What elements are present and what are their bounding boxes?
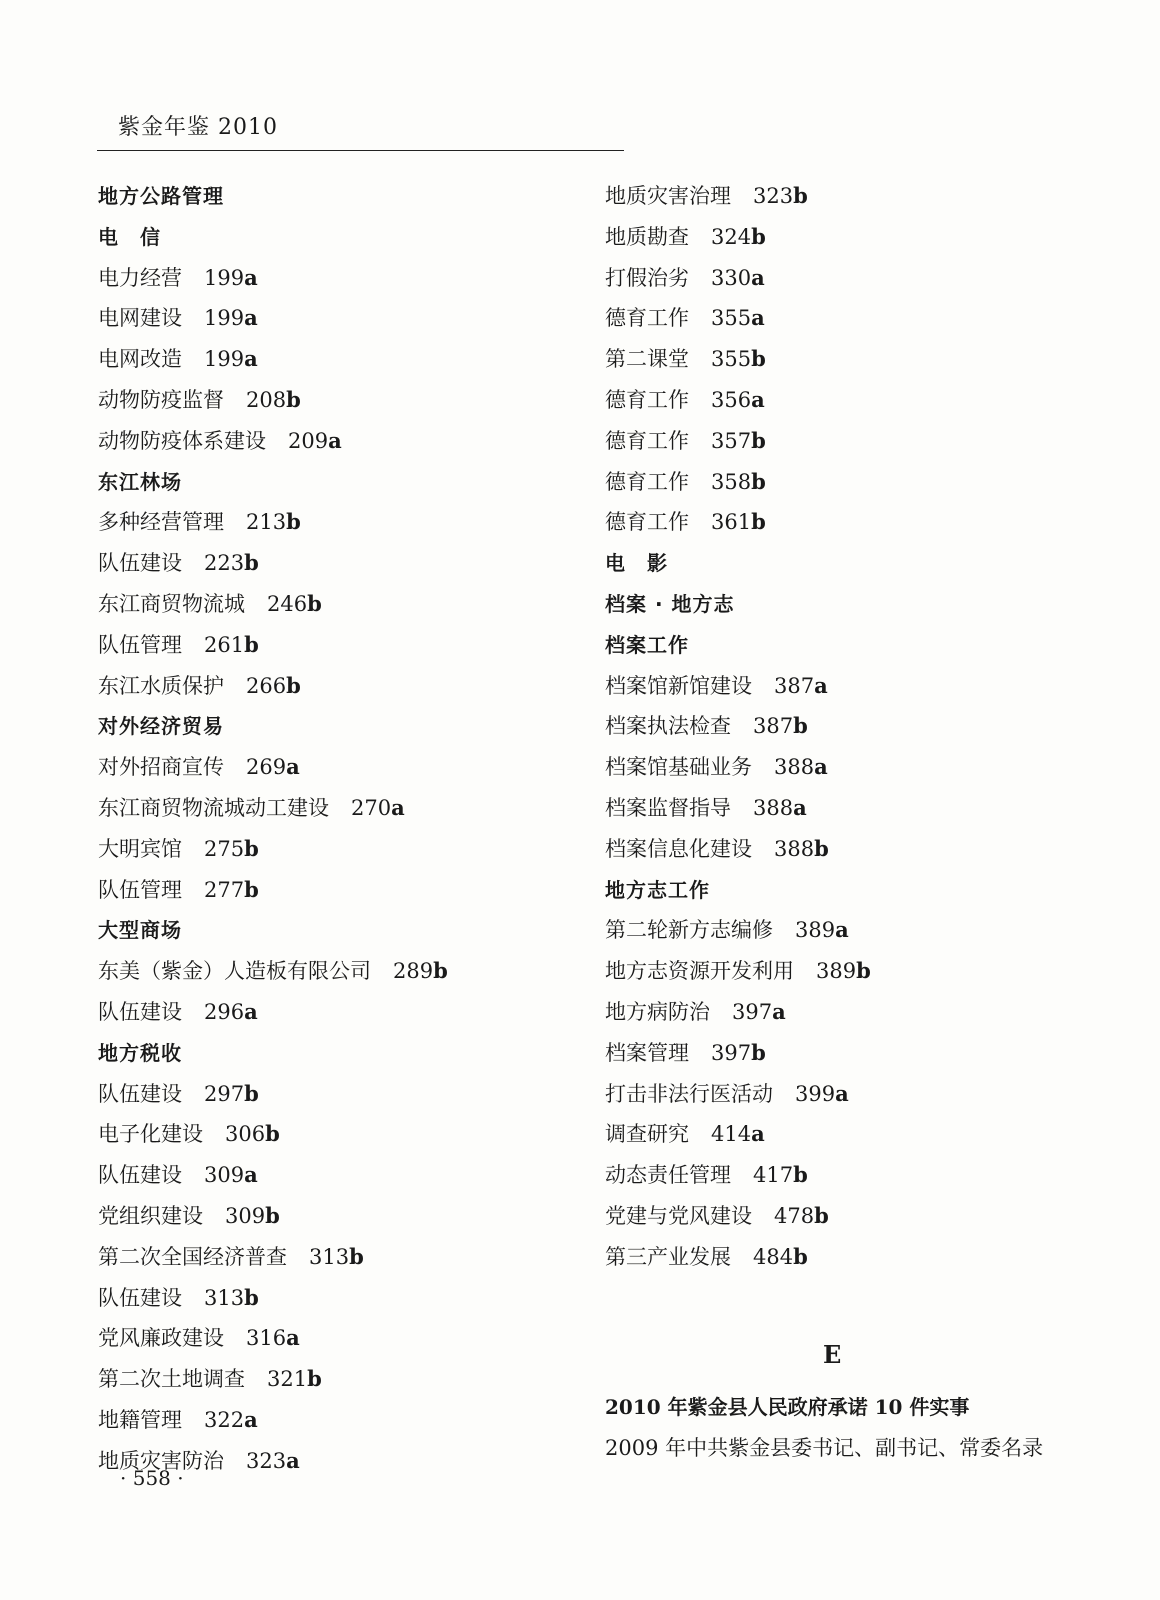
entry-text: 档案管理 (605, 1040, 689, 1065)
entry-text: 第二课堂 (605, 347, 689, 372)
entry-page-number: 213 (246, 510, 287, 535)
entry-text: 地籍管理 (98, 1407, 182, 1432)
letter-section-list (605, 1387, 1043, 1469)
index-entry (605, 992, 1105, 1033)
entry-page-ref (753, 1163, 808, 1187)
entry-page-ref (267, 1367, 322, 1391)
entry-page-ref (204, 1163, 258, 1187)
entry-text: 德育工作 (605, 306, 689, 331)
entry-page-ref (753, 714, 808, 738)
index-entry (605, 706, 1105, 747)
entry-page-number: 361 (711, 510, 752, 535)
entry-text: 第二次土地调查 (98, 1367, 245, 1392)
entry-page-ref (204, 837, 259, 861)
entry-page-ref (246, 674, 301, 698)
entry-page-ref (732, 1000, 786, 1024)
entry-text: 地方公路管理 (98, 184, 224, 208)
entry-page-number: 296 (204, 999, 245, 1024)
entry-page-number: 199 (204, 347, 245, 372)
index-entry (98, 1237, 578, 1278)
entry-page-suffix: b (244, 550, 259, 576)
entry-page-ref (204, 306, 258, 330)
index-entry (605, 421, 1105, 462)
index-entry (98, 1318, 578, 1359)
entry-text: 队伍建设 (98, 1163, 182, 1188)
entry-page-suffix: b (349, 1243, 364, 1269)
entry-page-suffix: a (751, 305, 765, 331)
index-entry (98, 1114, 578, 1155)
entry-page-ref (204, 1286, 259, 1310)
index-entry (98, 421, 578, 462)
entry-page-suffix: a (751, 1121, 765, 1147)
entry-page-ref (393, 959, 448, 983)
entry-page-suffix: b (793, 713, 808, 739)
entry-page-number: 306 (225, 1122, 266, 1147)
entry-text: 地方病防治 (605, 999, 710, 1024)
entry-text: 对外招商宣传 (98, 755, 224, 780)
entry-page-suffix: b (265, 1202, 280, 1228)
index-entry (98, 625, 578, 666)
entry-page-number: 261 (204, 632, 245, 657)
entry-page-number: 417 (753, 1163, 794, 1188)
entry-page-ref (204, 266, 258, 290)
entry-page-suffix: b (286, 672, 301, 698)
entry-page-number: 309 (204, 1163, 245, 1188)
entry-page-suffix: a (244, 998, 258, 1024)
entry-text: 档案执法检查 (605, 714, 731, 739)
entry-page-ref (774, 837, 829, 861)
entry-page-number: 478 (774, 1203, 815, 1228)
index-entry (98, 829, 578, 870)
entry-text: 队伍建设 (98, 1081, 182, 1106)
entry-text: 档案信息化建设 (605, 836, 752, 861)
entry-page-ref (774, 755, 828, 779)
index-section-heading (98, 706, 578, 747)
index-column-left (98, 176, 578, 1482)
entry-page-ref (246, 755, 300, 779)
entry-page-ref (225, 1122, 280, 1146)
entry-page-suffix: a (244, 264, 258, 290)
entry-page-ref (711, 470, 766, 494)
entry-page-number: 388 (774, 755, 815, 780)
entry-page-number: 275 (204, 836, 245, 861)
entry-text: 第三产业发展 (605, 1244, 731, 1269)
letter-heading: E (823, 1340, 842, 1369)
entry-page-number: 277 (204, 877, 245, 902)
entry-text: 电网建设 (98, 306, 182, 331)
entry-page-number: 356 (711, 387, 752, 412)
entry-text: 档案馆基础业务 (605, 755, 752, 780)
index-entry (605, 829, 1105, 870)
entry-text: 德育工作 (605, 428, 689, 453)
index-section-heading (605, 870, 1105, 911)
entry-text: 大明宾馆 (98, 836, 182, 861)
entry-page-ref (246, 1326, 300, 1350)
entry-page-number: 389 (795, 918, 836, 943)
entry-page-suffix: a (793, 794, 807, 820)
entry-text: 调查研究 (605, 1122, 689, 1147)
index-entry (98, 1074, 578, 1115)
index-entry (605, 788, 1105, 829)
index-entry (605, 339, 1105, 380)
entry-page-number: 199 (204, 306, 245, 331)
entry-page-suffix: a (772, 998, 786, 1024)
entry-text: 地方税收 (98, 1040, 182, 1065)
entry-page-suffix: a (814, 672, 828, 698)
index-entry (98, 1400, 578, 1441)
entry-page-number: 355 (711, 347, 752, 372)
entry-text: 动物防疫监督 (98, 387, 224, 412)
index-entry (98, 992, 578, 1033)
entry-text: 第二次全国经济普查 (98, 1244, 287, 1269)
entry-page-suffix: a (244, 1162, 258, 1188)
entry-page-suffix: a (286, 1447, 300, 1473)
entry-page-ref (204, 633, 259, 657)
index-section-heading (605, 543, 1105, 584)
index-entry (605, 747, 1105, 788)
entry-page-number: 313 (309, 1244, 350, 1269)
entry-text: 东美（紫金）人造板有限公司 (98, 959, 371, 984)
entry-page-number: 199 (204, 265, 245, 290)
entry-text: 地方志工作 (605, 877, 710, 902)
index-entry (605, 1114, 1105, 1155)
entry-page-number: 297 (204, 1081, 245, 1106)
entry-text: 地质灾害治理 (605, 184, 731, 208)
entry-page-ref (204, 1408, 258, 1432)
entry-page-ref (711, 1122, 765, 1146)
entry-page-number: 323 (246, 1448, 287, 1473)
entry-page-number: 388 (774, 836, 815, 861)
entry-page-suffix: b (751, 427, 766, 453)
entry-text: 党建与党风建设 (605, 1203, 752, 1228)
index-entry (98, 258, 578, 299)
entry-text: 打击非法行医活动 (605, 1081, 773, 1106)
entry-page-suffix: b (307, 590, 322, 616)
entry-page-ref (246, 388, 301, 412)
entry-page-number: 388 (753, 795, 794, 820)
entry-page-number: 209 (288, 428, 329, 453)
entry-text: 东江商贸物流城动工建设 (98, 795, 329, 820)
index-entry (605, 1033, 1105, 1074)
entry-page-ref (711, 306, 765, 330)
entry-text: 地质勘查 (605, 224, 689, 249)
entry-text: 队伍建设 (98, 551, 182, 576)
index-entry (605, 380, 1105, 421)
entry-text: 多种经营管理 (98, 510, 224, 535)
index-entry (605, 258, 1105, 299)
entry-page-ref (711, 429, 766, 453)
entry-page-suffix: a (328, 427, 342, 453)
index-entry (605, 217, 1105, 258)
index-entry (98, 502, 578, 543)
entry-page-number: 266 (246, 673, 287, 698)
entry-text: 档案 · 地方志 (605, 591, 735, 616)
entry-text: 党组织建设 (98, 1203, 203, 1228)
entry-text: 电子化建设 (98, 1122, 203, 1147)
index-entry (605, 951, 1105, 992)
entry-page-ref (204, 347, 258, 371)
entry-page-number: 414 (711, 1122, 752, 1147)
index-entry (605, 910, 1105, 951)
entry-page-suffix: a (244, 1406, 258, 1432)
entry-page-number: 223 (204, 551, 245, 576)
entry-page-number: 316 (246, 1326, 287, 1351)
index-entry (98, 788, 578, 829)
entry-text: 档案监督指导 (605, 795, 731, 820)
entry-page-number: 321 (267, 1367, 308, 1392)
entry-text: 电网改造 (98, 347, 182, 372)
entry-text: 队伍管理 (98, 877, 182, 902)
entry-text: 队伍建设 (98, 1285, 182, 1310)
index-entry: 2010 年紫金县人民政府承诺 10 件实事 (605, 1395, 970, 1419)
entry-text: 德育工作 (605, 510, 689, 535)
entry-page-suffix: b (793, 1162, 808, 1188)
index-entry (98, 339, 578, 380)
entry-page-suffix: a (751, 386, 765, 412)
entry-text: 打假治劣 (605, 265, 689, 290)
entry-page-number: 322 (204, 1407, 245, 1432)
entry-page-ref (225, 1204, 280, 1228)
index-entry (98, 543, 578, 584)
entry-page-number: 357 (711, 428, 752, 453)
entry-page-suffix: a (835, 1080, 849, 1106)
entry-text: 档案馆新馆建设 (605, 673, 752, 698)
entry-page-suffix: b (286, 386, 301, 412)
entry-page-number: 289 (393, 959, 434, 984)
entry-page-ref (795, 918, 849, 942)
entry-page-ref (774, 1204, 829, 1228)
entry-page-number: 246 (267, 591, 308, 616)
entry-text: 东江林场 (98, 469, 182, 494)
index-entry (605, 298, 1105, 339)
entry-page-ref (204, 551, 259, 575)
entry-page-number: 397 (711, 1040, 752, 1065)
entry-page-number: 269 (246, 755, 287, 780)
entry-text: 地方志资源开发利用 (605, 959, 794, 984)
entry-page-suffix: b (793, 1243, 808, 1269)
entry-page-suffix: b (244, 876, 259, 902)
index-entry (98, 1359, 578, 1400)
entry-text: 电 信 (98, 224, 161, 249)
entry-page-number: 387 (774, 673, 815, 698)
entry-page-suffix: a (814, 754, 828, 780)
entry-page-suffix: a (835, 917, 849, 943)
index-entry (98, 298, 578, 339)
index-section-heading (98, 910, 578, 951)
entry-text: 德育工作 (605, 469, 689, 494)
entry-text: 电 影 (605, 551, 668, 576)
entry-page-suffix: b (244, 1284, 259, 1310)
entry-page-ref (753, 796, 807, 820)
index-entry (98, 380, 578, 421)
entry-page-ref (711, 347, 766, 371)
entry-page-suffix: b (814, 835, 829, 861)
entry-page-number: 387 (753, 714, 794, 739)
entry-page-ref (711, 225, 766, 249)
entry-page-suffix: b (856, 958, 871, 984)
entry-text: 对外经济贸易 (98, 714, 224, 739)
entry-page-ref (711, 388, 765, 412)
entry-page-suffix: b (307, 1366, 322, 1392)
entry-page-suffix: b (751, 346, 766, 372)
entry-page-ref (204, 1082, 259, 1106)
entry-text: 电力经营 (98, 265, 182, 290)
entry-page-suffix: b (793, 183, 808, 208)
entry-page-ref (351, 796, 405, 820)
entry-page-suffix: b (751, 468, 766, 494)
index-entry (98, 666, 578, 707)
entry-page-suffix: a (286, 754, 300, 780)
entry-page-suffix: b (244, 835, 259, 861)
index-entry (605, 502, 1105, 543)
entry-page-suffix: b (433, 958, 448, 984)
entry-page-ref (711, 510, 766, 534)
entry-page-suffix: b (751, 223, 766, 249)
entry-page-suffix: b (286, 509, 301, 535)
entry-text: 动态责任管理 (605, 1163, 731, 1188)
entry-page-ref (774, 674, 828, 698)
entry-page-number: 208 (246, 387, 287, 412)
header-rule (97, 150, 624, 151)
index-entry (605, 1074, 1105, 1115)
entry-page-number: 389 (816, 959, 857, 984)
entry-page-suffix: a (286, 1325, 300, 1351)
entry-text: 东江水质保护 (98, 673, 224, 698)
index-entry (605, 1237, 1105, 1278)
index-entry (98, 1155, 578, 1196)
index-entry (605, 462, 1105, 503)
entry-page-suffix: b (751, 1039, 766, 1065)
entry-page-ref (816, 959, 871, 983)
entry-text: 德育工作 (605, 387, 689, 412)
entry-page-ref (711, 266, 765, 290)
entry-page-suffix: b (265, 1121, 280, 1147)
entry-page-suffix: b (751, 509, 766, 535)
entry-page-number: 330 (711, 265, 752, 290)
entry-text: 队伍管理 (98, 632, 182, 657)
entry-page-suffix: a (391, 794, 405, 820)
entry-page-number: 355 (711, 306, 752, 331)
index-section-heading (98, 1033, 578, 1074)
index-section-heading (605, 584, 1105, 625)
entry-page-number: 484 (753, 1244, 794, 1269)
entry-text: 队伍建设 (98, 999, 182, 1024)
entry-page-number: 397 (732, 999, 773, 1024)
entry-page-ref (288, 429, 342, 453)
entry-page-ref (711, 1041, 766, 1065)
entry-page-suffix: a (751, 264, 765, 290)
index-section-heading (98, 176, 578, 217)
entry-text: 地质灾害防治 (98, 1448, 224, 1473)
entry-page-number: 313 (204, 1285, 245, 1310)
entry-page-ref (204, 878, 259, 902)
entry-page-ref (246, 1449, 300, 1473)
entry-page-number: 399 (795, 1081, 836, 1106)
entry-text: 大型商场 (98, 918, 182, 943)
entry-page-suffix: b (814, 1202, 829, 1228)
entry-text: 东江商贸物流城 (98, 591, 245, 616)
index-section-heading (98, 462, 578, 503)
entry-page-ref (246, 510, 301, 534)
entry-page-suffix: a (244, 305, 258, 331)
index-entry (605, 1155, 1105, 1196)
entry-page-number: 358 (711, 469, 752, 494)
index-entry (605, 1196, 1105, 1237)
entry-text: 第二轮新方志编修 (605, 918, 773, 943)
index-entry (98, 870, 578, 911)
entry-page-number: 270 (351, 795, 392, 820)
index-entry: 2009 年中共紫金县委书记、副书记、常委名录 (605, 1435, 1044, 1460)
index-entry (98, 951, 578, 992)
entry-page-ref (753, 1245, 808, 1269)
index-section-heading (98, 217, 578, 258)
index-section-heading (605, 625, 1105, 666)
entry-page-suffix: b (244, 631, 259, 657)
index-entry (605, 666, 1105, 707)
index-entry (98, 747, 578, 788)
entry-page-ref (204, 1000, 258, 1024)
index-entry (98, 1196, 578, 1237)
page-number: · 558 · (120, 1466, 184, 1490)
entry-page-suffix: b (244, 1080, 259, 1106)
index-entry (98, 584, 578, 625)
entry-page-suffix: a (244, 346, 258, 372)
entry-page-ref (267, 592, 322, 616)
index-column-right (605, 176, 1105, 1278)
entry-page-number: 324 (711, 224, 752, 249)
entry-page-number: 309 (225, 1203, 266, 1228)
entry-page-ref (309, 1245, 364, 1269)
index-entry (605, 176, 1105, 217)
entry-page-ref (795, 1082, 849, 1106)
entry-page-ref (753, 184, 808, 208)
index-entry (98, 1278, 578, 1319)
running-header: 紫金年鉴 2010 (118, 115, 278, 140)
entry-page-number: 323 (753, 184, 794, 208)
entry-text: 动物防疫体系建设 (98, 428, 266, 453)
entry-text: 党风廉政建设 (98, 1326, 224, 1351)
entry-text: 档案工作 (605, 632, 689, 657)
